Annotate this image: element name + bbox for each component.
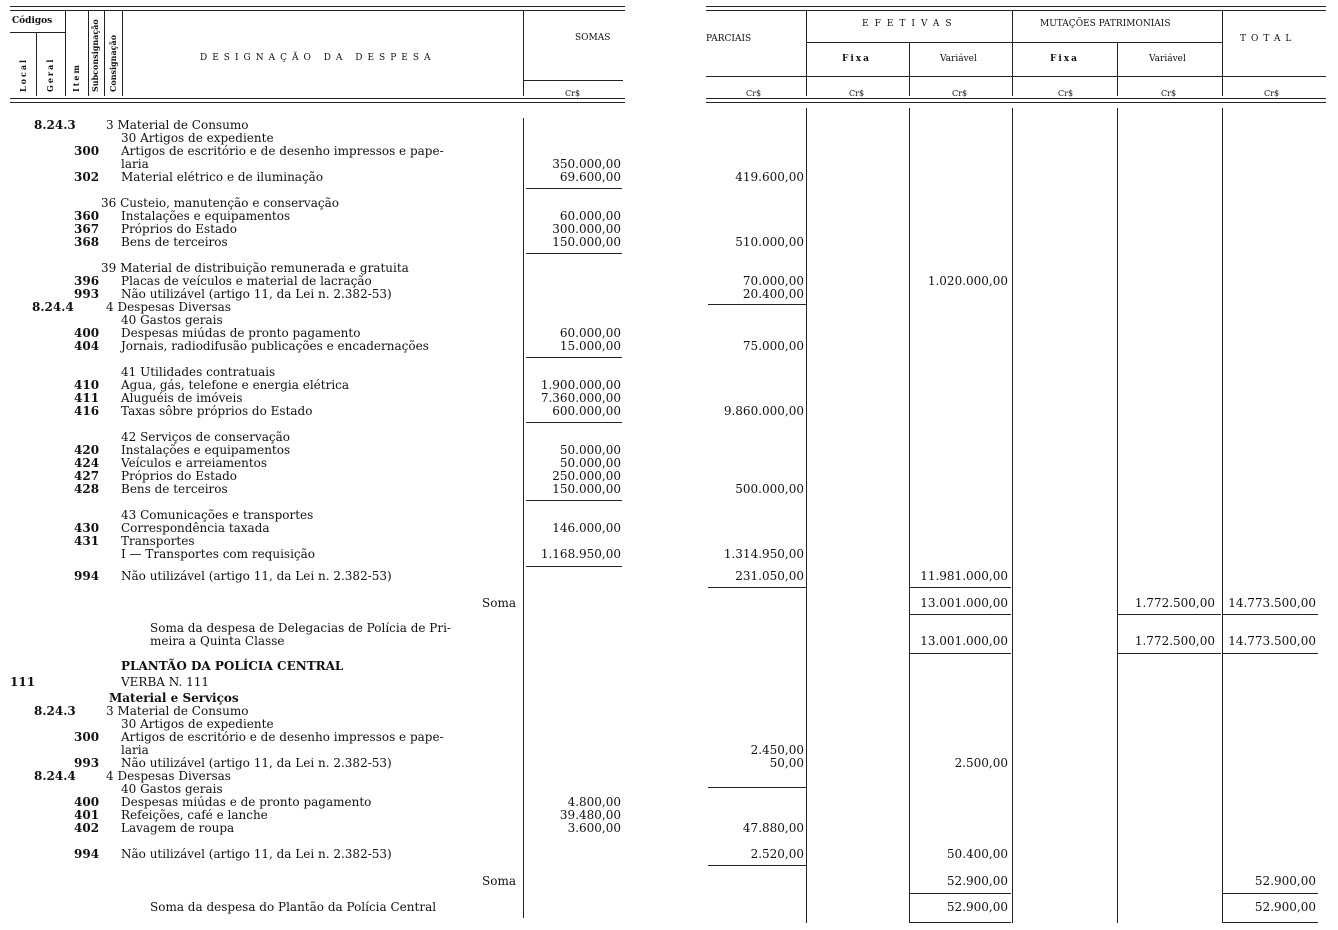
parciais-value: 2.450,00 (750, 743, 804, 757)
row-code: 411 (74, 391, 100, 405)
somas-value: 39.480,00 (559, 808, 621, 822)
somas-value: 1.900.000,00 (540, 378, 621, 392)
row-description: Soma da despesa de Delegacias de Polícia de Pri- (150, 621, 451, 635)
row-description: 40 Gastos gerais (121, 782, 223, 796)
row-description: Material elétrico e de iluminação (121, 170, 324, 184)
parciais-value: 510.000,00 (735, 235, 804, 249)
subtotal-rule (1223, 922, 1318, 923)
row-description: Não utilizável (artigo 11, da Lei n. 2.382-53) (121, 847, 392, 861)
mutacoes-variavel-header: Variável (1149, 54, 1186, 64)
efetivas-variavel-value: 52.900,00 (946, 874, 1008, 888)
row-code: 404 (74, 339, 100, 353)
row-description: 42 Serviços de conservação (121, 430, 290, 444)
somas-value: 600.000,00 (552, 404, 621, 418)
row-description: I — Transportes com requisição (121, 547, 316, 561)
somas-value: 1.168.950,00 (540, 547, 621, 561)
row-code: 300 (74, 730, 100, 744)
row-description: Veículos e arreiamentos (121, 456, 268, 470)
row-description: Aluguéis de imóveis (121, 391, 243, 405)
efet-fixa-currency: Cr$ (849, 89, 865, 98)
somas-value: 146.000,00 (552, 521, 621, 535)
row-code: 300 (74, 144, 100, 158)
mut-var-currency: Cr$ (1161, 89, 1177, 98)
row-description: 39 Material de distribuição remunerada e gratuita (101, 261, 409, 275)
subtotal-rule (526, 500, 622, 501)
efetivas-variavel-value: 11.981.000,00 (920, 569, 1008, 583)
row-description: meira a Quinta Classe (150, 634, 285, 648)
somas-value: 60.000,00 (559, 209, 621, 223)
somas-value: 250.000,00 (552, 469, 621, 483)
efetivas-variavel-value: 2.500,00 (954, 756, 1008, 770)
row-description: laria (121, 157, 149, 171)
subtotal-rule (526, 357, 622, 358)
subtotal-rule (526, 188, 622, 189)
row-code: 420 (74, 443, 100, 457)
row-code: 424 (74, 456, 100, 470)
col-local-header: Local (18, 57, 28, 92)
row-description: 36 Custeio, manutenção e conservação (101, 196, 339, 210)
row-description: Artigos de escritório e de desenho impressos e pape- (121, 144, 444, 158)
row-code: 302 (74, 170, 100, 184)
subtotal-rule (526, 253, 622, 254)
somas-value: 350.000,00 (552, 157, 621, 171)
row-description: PLANTÃO DA POLÍCIA CENTRAL (121, 659, 344, 673)
parciais-value: 1.314.950,00 (723, 547, 804, 561)
total-value: 52.900,00 (1254, 900, 1316, 914)
somas-value: 150.000,00 (552, 482, 621, 496)
row-description: Próprios do Estado (121, 469, 238, 483)
row-description: Soma da despesa do Plantão da Polícia Central (150, 900, 437, 914)
row-description: Despesas miúdas e de pronto pagamento (121, 795, 372, 809)
row-description: Agua, gás, telefone e energia elétrica (121, 378, 350, 392)
efetivas-variavel-header: Variável (940, 54, 977, 64)
row-description: Lavagem de roupa (121, 821, 235, 835)
parciais-value: 20.400,00 (742, 287, 804, 301)
efetivas-variavel-value: 1.020.000,00 (927, 274, 1008, 288)
subtotal-rule (1118, 614, 1221, 615)
total-currency: Cr$ (1264, 89, 1280, 98)
parciais-header: PARCIAIS (706, 34, 752, 44)
row-code: 396 (74, 274, 100, 288)
row-description: Artigos de escritório e de desenho impressos e pape- (121, 730, 444, 744)
total-value: 52.900,00 (1254, 874, 1316, 888)
row-code: 994 (74, 569, 100, 583)
row-description: Jornais, radiodifusão publicações e encadernações (121, 339, 429, 353)
row-description: Instalações e equipamentos (121, 209, 291, 223)
soma-label: Soma (482, 874, 516, 888)
efetivas-fixa-header: Fixa (842, 54, 872, 64)
col-consignacao-header: Consignação (108, 34, 118, 92)
somas-value: 4.800,00 (567, 795, 621, 809)
efetivas-variavel-value: 50.400,00 (946, 847, 1008, 861)
row-code: 402 (74, 821, 100, 835)
row-code: 400 (74, 795, 100, 809)
subtotal-rule (526, 566, 622, 567)
row-description: laria (121, 743, 149, 757)
row-code: 993 (74, 287, 100, 301)
row-code: 401 (74, 808, 100, 822)
parciais-value: 47.880,00 (742, 821, 804, 835)
subtotal-rule (1223, 614, 1318, 615)
row-code: 8.24.4 (34, 769, 76, 783)
row-code: 400 (74, 326, 100, 340)
row-code: 8.24.3 (34, 118, 76, 132)
codigos-header: Códigos (12, 16, 53, 26)
row-code: 428 (74, 482, 100, 496)
row-description: 41 Utilidades contratuais (121, 365, 276, 379)
mutacoes-header: MUTAÇÕES PATRIMONIAIS (1040, 19, 1171, 29)
designacao-header: DESIGNAÇÃO DA DESPESA (200, 53, 436, 63)
row-code: 416 (74, 404, 100, 418)
somas-value: 50.000,00 (559, 443, 621, 457)
row-code: 8.24.3 (34, 704, 76, 718)
subtotal-rule (1223, 653, 1318, 654)
mutacoes-fixa-header: Fixa (1050, 54, 1080, 64)
parciais-value: 75.000,00 (742, 339, 804, 353)
parciais-currency: Cr$ (746, 89, 762, 98)
soma-label: Soma (482, 596, 516, 610)
col-subconsignacao-header: Subconsignação (90, 19, 100, 92)
mut-fixa-currency: Cr$ (1058, 89, 1074, 98)
row-description: Não utilizável (artigo 11, da Lei n. 2.382-53) (121, 569, 392, 583)
row-description: Placas de veículos e material de lacração (121, 274, 372, 288)
row-code: 431 (74, 534, 100, 548)
row-code: 427 (74, 469, 100, 483)
parciais-value: 500.000,00 (735, 482, 804, 496)
subtotal-rule (708, 865, 806, 866)
parciais-value: 50,00 (769, 756, 804, 770)
parciais-value: 2.520,00 (750, 847, 804, 861)
efetivas-variavel-value: 13.001.000,00 (920, 634, 1008, 648)
somas-value: 50.000,00 (559, 456, 621, 470)
row-description: Não utilizável (artigo 11, da Lei n. 2.382-53) (121, 287, 392, 301)
row-description: Material e Serviços (109, 691, 239, 705)
row-code: 360 (74, 209, 100, 223)
parciais-value: 231.050,00 (735, 569, 804, 583)
subtotal-rule (708, 304, 806, 305)
somas-value: 7.360.000,00 (540, 391, 621, 405)
row-description: 3 Material de Consumo (106, 704, 249, 718)
subtotal-rule (910, 653, 1011, 654)
row-description: VERBA N. 111 (121, 675, 210, 689)
somas-value: 15.000,00 (559, 339, 621, 353)
subtotal-rule (910, 893, 1011, 894)
parciais-value: 9.860.000,00 (723, 404, 804, 418)
subtotal-rule (910, 614, 1011, 615)
efetivas-variavel-value: 52.900,00 (946, 900, 1008, 914)
subtotal-rule (526, 422, 622, 423)
row-description: 4 Despesas Diversas (106, 769, 231, 783)
row-description: 3 Material de Consumo (106, 118, 249, 132)
total-value: 14.773.500,00 (1228, 634, 1316, 648)
subtotal-rule (1118, 653, 1221, 654)
total-header: TOTAL (1240, 34, 1297, 44)
parciais-value: 419.600,00 (735, 170, 804, 184)
col-geral-header: Geral (45, 57, 55, 92)
parciais-value: 70.000,00 (742, 274, 804, 288)
somas-value: 3.600,00 (567, 821, 621, 835)
total-value: 14.773.500,00 (1228, 596, 1316, 610)
row-code: 993 (74, 756, 100, 770)
row-description: Correspondência taxada (121, 521, 270, 535)
row-description: 30 Artigos de expediente (121, 131, 274, 145)
efet-var-currency: Cr$ (952, 89, 968, 98)
row-code: 8.24.4 (32, 300, 74, 314)
somas-value: 60.000,00 (559, 326, 621, 340)
somas-value: 300.000,00 (552, 222, 621, 236)
row-code: 368 (74, 235, 100, 249)
row-description: Próprios do Estado (121, 222, 238, 236)
row-description: 30 Artigos de expediente (121, 717, 274, 731)
row-description: Refeições, café e lanche (121, 808, 268, 822)
row-description: Instalações e equipamentos (121, 443, 291, 457)
row-description: 4 Despesas Diversas (106, 300, 231, 314)
subtotal-rule (910, 587, 1011, 588)
somas-currency: Cr$ (565, 89, 581, 98)
somas-header: SOMAS (575, 33, 611, 43)
row-code: 994 (74, 847, 100, 861)
subtotal-rule (708, 587, 806, 588)
mutacoes-variavel-value: 1.772.500,00 (1134, 596, 1215, 610)
row-description: Bens de terceiros (121, 482, 228, 496)
somas-value: 69.600,00 (559, 170, 621, 184)
mutacoes-variavel-value: 1.772.500,00 (1134, 634, 1215, 648)
row-description: Bens de terceiros (121, 235, 228, 249)
subtotal-rule (708, 787, 806, 788)
row-description: Transportes (121, 534, 195, 548)
somas-value: 150.000,00 (552, 235, 621, 249)
efetivas-header: EFETIVAS (862, 19, 958, 29)
row-description: Despesas miúdas de pronto pagamento (121, 326, 361, 340)
subtotal-rule (1223, 893, 1318, 894)
row-description: 40 Gastos gerais (121, 313, 223, 327)
efetivas-variavel-value: 13.001.000,00 (920, 596, 1008, 610)
row-description: 43 Comunicações e transportes (121, 508, 314, 522)
row-code: 111 (10, 675, 36, 689)
row-code: 430 (74, 521, 100, 535)
subtotal-rule (910, 922, 1011, 923)
row-description: Taxas sôbre próprios do Estado (121, 404, 313, 418)
row-code: 410 (74, 378, 100, 392)
row-code: 367 (74, 222, 100, 236)
col-item-header: Item (71, 63, 81, 92)
row-description: Não utilizável (artigo 11, da Lei n. 2.382-53) (121, 756, 392, 770)
